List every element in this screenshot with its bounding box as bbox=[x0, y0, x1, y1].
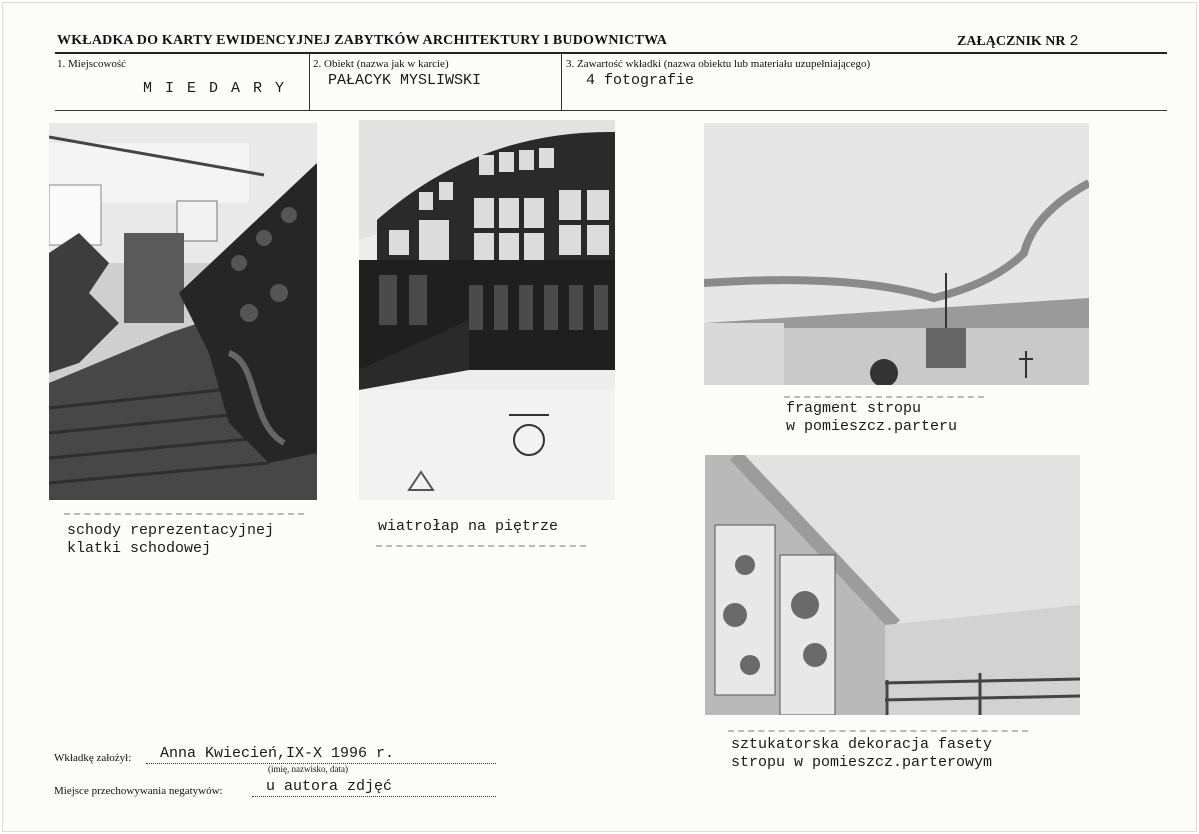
negatives-dotted-line bbox=[252, 796, 496, 797]
field-divider-2 bbox=[561, 54, 562, 110]
photo-staircase bbox=[49, 123, 317, 500]
negatives-label: Miejsce przechowywania negatywów: bbox=[54, 785, 223, 797]
caption-stucco-line-2: stropu w pomieszcz.parterowym bbox=[731, 754, 993, 771]
object-value: PAŁACYK MYSLIWSKI bbox=[328, 72, 482, 89]
annex-number: 2 bbox=[1069, 33, 1079, 50]
field-divider-1 bbox=[309, 54, 310, 110]
caption-staircase-line-1: schody reprezentacyjnej bbox=[67, 522, 275, 539]
founded-label: Wkładkę założył: bbox=[54, 752, 132, 764]
caption-staircase-line-2: klatki schodowej bbox=[67, 540, 212, 557]
header-rule bbox=[55, 52, 1167, 54]
annex-label bbox=[957, 33, 1079, 50]
caption-stucco-dash bbox=[728, 730, 1028, 732]
content-label: 3. Zawartość wkładki (nazwa obiektu lub materiału uzupełniającego) bbox=[566, 58, 871, 70]
founded-note: (imię, nazwisko, data) bbox=[268, 764, 348, 774]
caption-windbreak-line-1: wiatrołap na piętrze bbox=[378, 518, 559, 535]
annex-label-text: ZAŁĄCZNIK NR bbox=[957, 34, 1066, 49]
caption-ceiling-line-1: fragment stropu bbox=[786, 400, 922, 417]
caption-windbreak-dash bbox=[376, 545, 586, 547]
caption-windbreak bbox=[378, 518, 558, 536]
locality-value: M I E D A R Y bbox=[143, 80, 287, 97]
locality-label: 1. Miejscowość bbox=[57, 58, 127, 70]
fields-bottom-rule bbox=[55, 110, 1167, 111]
caption-ceiling-line-2: w pomieszcz.parteru bbox=[786, 418, 958, 435]
negatives-value: u autora zdjęć bbox=[266, 778, 393, 795]
object-label: 2. Obiekt (nazwa jak w karcie) bbox=[313, 58, 449, 70]
caption-stucco-line-1: sztukatorska dekoracja fasety bbox=[731, 736, 993, 753]
content-value: 4 fotografie bbox=[586, 72, 695, 89]
founded-value: Anna Kwiecień,IX-X 1996 r. bbox=[160, 745, 395, 762]
photo-ceiling-fragment bbox=[704, 123, 1089, 385]
caption-stucco-decoration bbox=[731, 736, 992, 772]
caption-staircase-dash bbox=[64, 513, 304, 515]
document-title: WKŁADKA DO KARTY EWIDENCYJNEJ ZABYTKÓW ARCHITEKTURY I BUDOWNICTWA bbox=[57, 33, 668, 48]
photo-stucco-decoration bbox=[705, 455, 1080, 715]
caption-staircase bbox=[67, 522, 274, 558]
photo-windbreak bbox=[359, 120, 615, 500]
caption-ceiling-fragment bbox=[786, 400, 957, 436]
caption-ceiling-dash bbox=[784, 396, 984, 398]
